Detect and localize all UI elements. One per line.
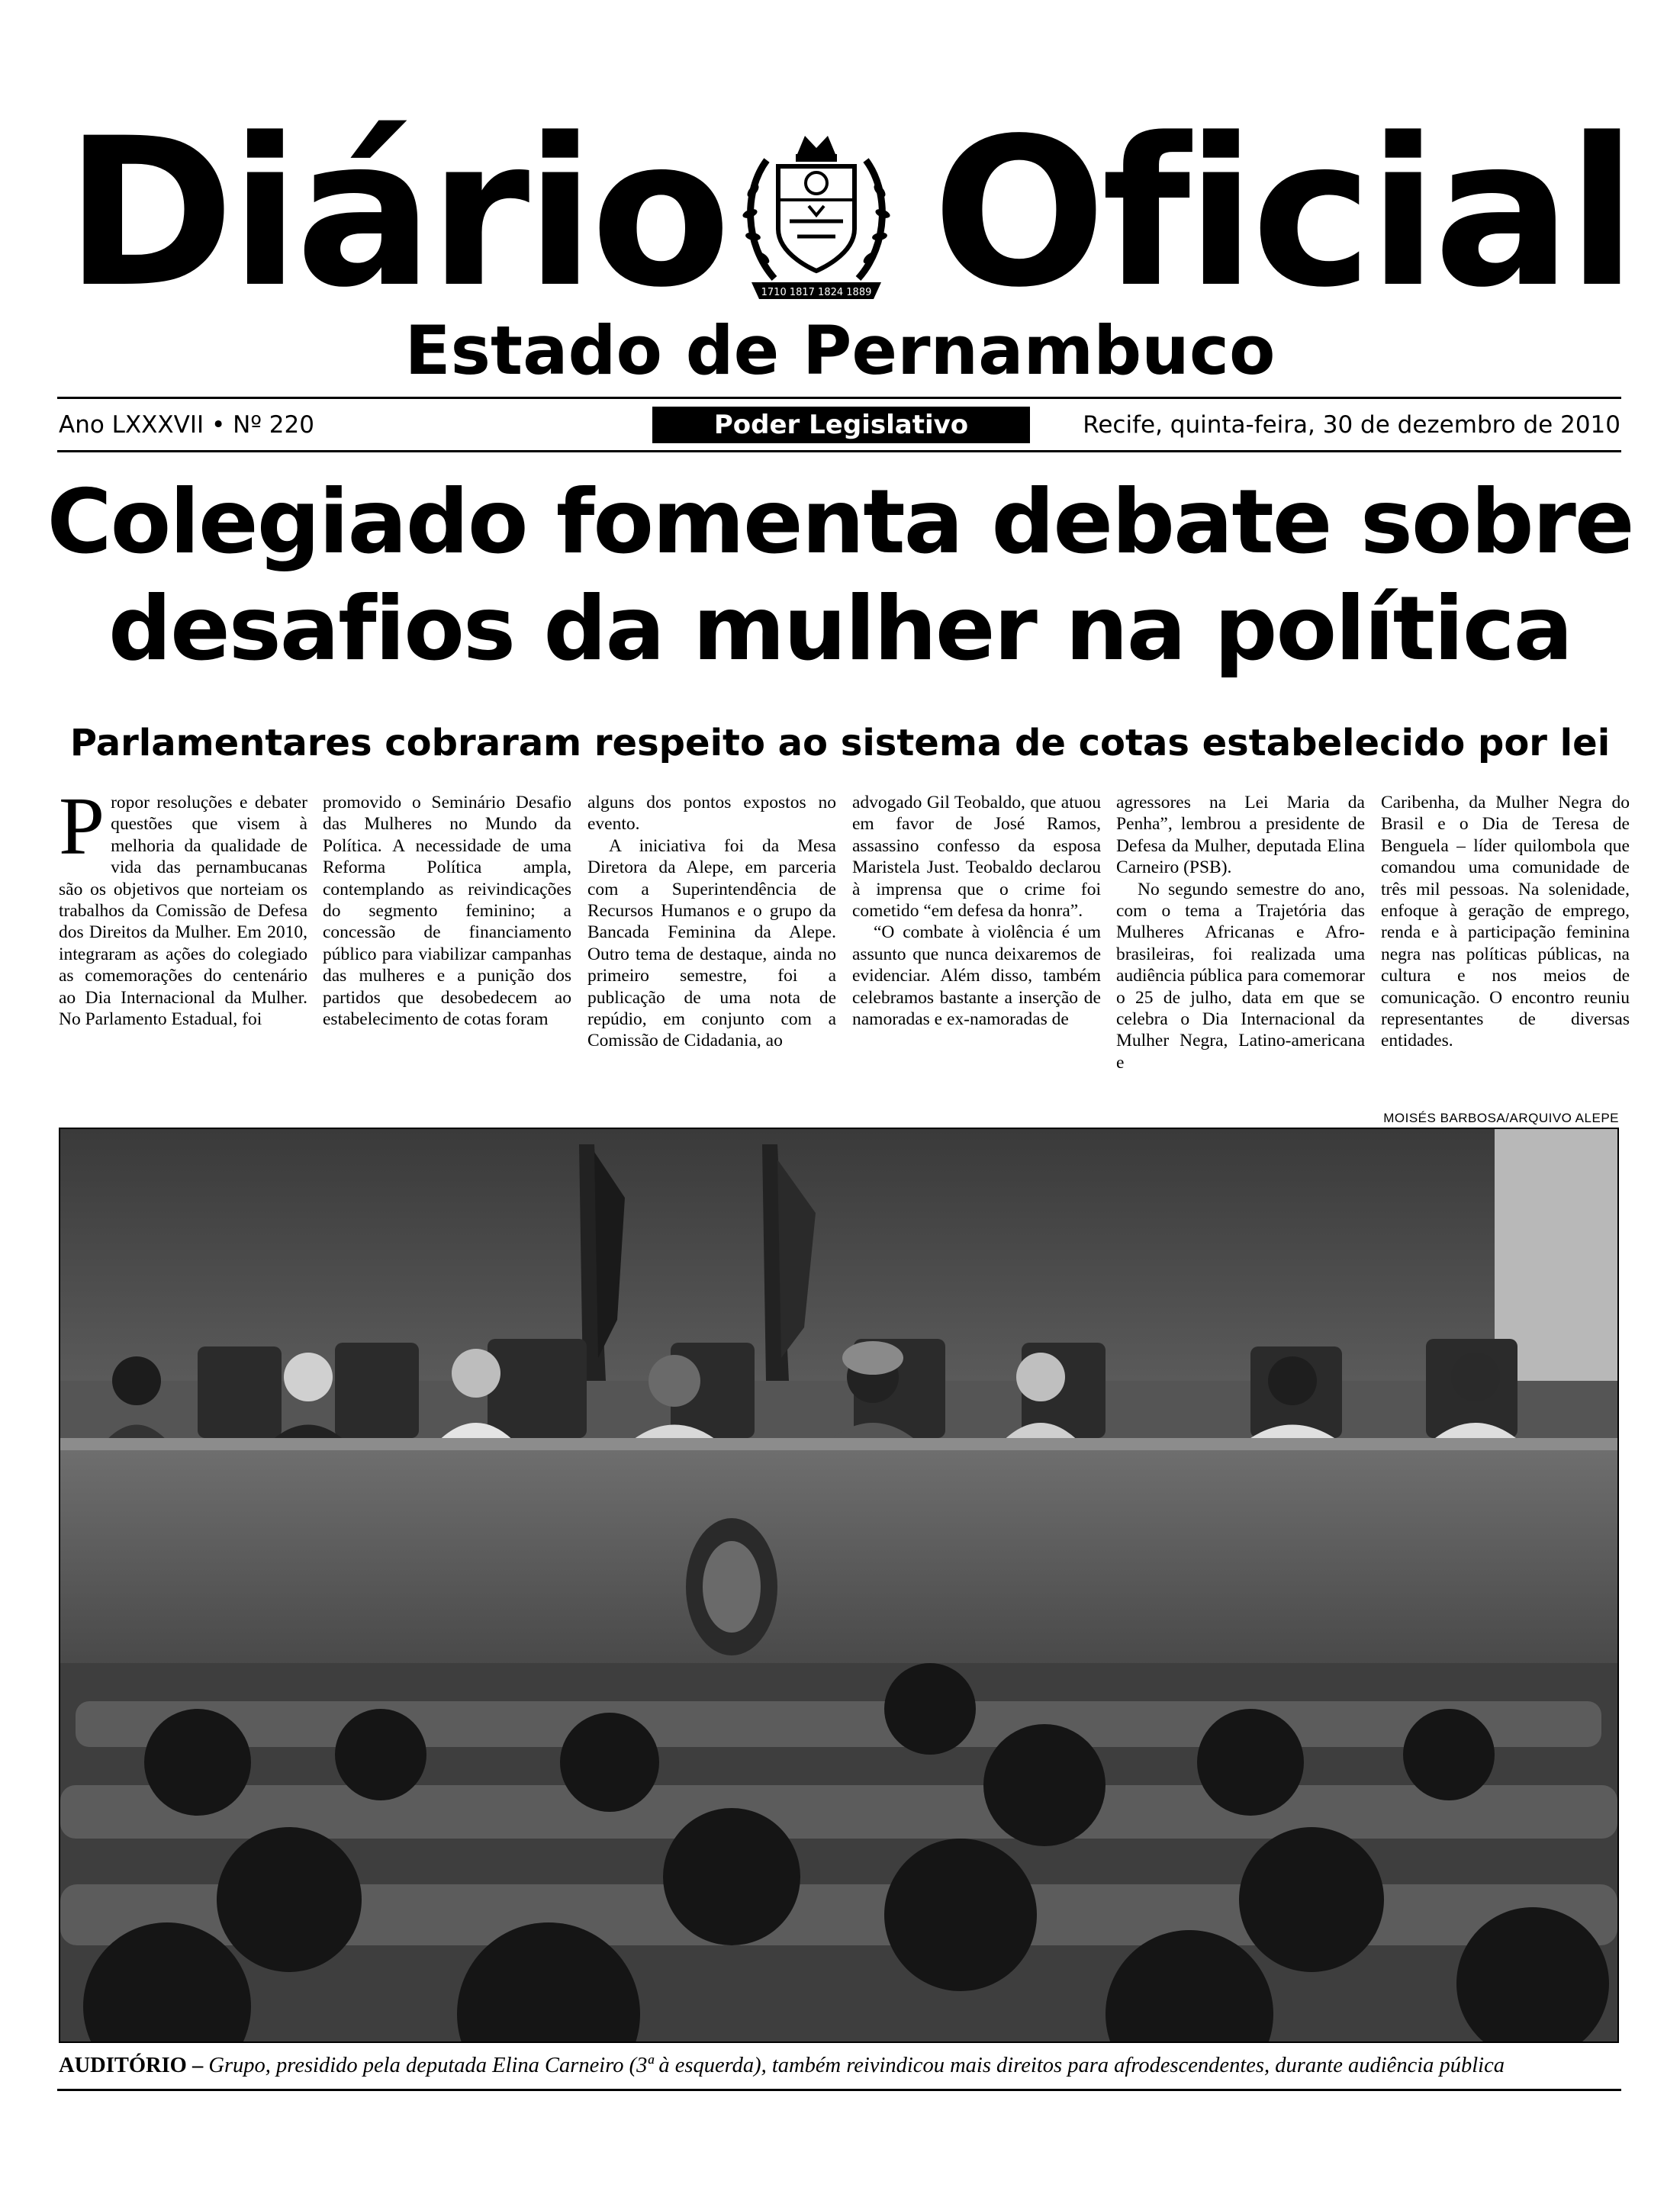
article-column-1 — [59, 792, 307, 1097]
headline-line-1: Colegiado fomenta debate sobre — [47, 471, 1633, 574]
pernambuco-coat-of-arms-icon — [736, 130, 896, 305]
issue-volume: Ano LXXXVII • Nº 220 — [59, 411, 314, 439]
photo-caption — [59, 2052, 1619, 2080]
seal-ribbon-text: 1710 1817 1824 1889 — [761, 287, 872, 298]
article-subheadline: Parlamentares cobraram respeito ao sistema de cotas estabelecido por lei — [69, 722, 1611, 764]
article-column-3 — [587, 792, 836, 1097]
caption-rule — [57, 2089, 1621, 2091]
section-banner: Poder Legislativo — [652, 407, 1030, 443]
column-5-paragraph-1: agressores na Lei Maria da Penha”, lembrou a presidente de Defesa da Mulher, deputada Elina Carneiro (PSB). — [1116, 793, 1365, 878]
article-column-2 — [323, 792, 571, 1097]
article-column-5 — [1116, 792, 1365, 1097]
masthead-state: Estado de Pernambuco — [404, 311, 1276, 390]
masthead-title-left: Diário — [65, 95, 727, 333]
column-4-paragraph-1: advogado Gil Teobaldo, que atuou em favor de José Ramos, assassino confesso da esposa Maristela Just. Teobaldo declarou à imprensa que o crime foi cometido “em defesa da honra”. — [852, 793, 1101, 922]
column-4-paragraph-2: “O combate à violência é um assunto que nunca deixaremos de evidenciar. Além disso, também celebramos bastante a inserção de namoradas e ex-namoradas de — [852, 922, 1101, 1030]
photo-credit: MOISÉS BARBOSA/ARQUIVO ALEPE — [1383, 1111, 1619, 1125]
masthead — [0, 0, 1680, 458]
issue-dateline: Recife, quinta-feira, 30 de dezembro de 2010 — [1083, 411, 1620, 439]
drop-cap: P — [59, 792, 105, 872]
article-column-6 — [1381, 792, 1630, 1097]
column-3-paragraph-2: A iniciativa foi da Mesa Diretora da Alepe, em parceria com a Superintendência de Recursos Humanos e o grupo da Bancada Feminina da Alepe. Outro tema de destaque, ainda no primeiro semestre, foi a publicação de uma nota de repúdio, em conjunto com a Comissão de Cidadania, ao — [587, 835, 836, 1051]
column-3-paragraph-1: alguns dos pontos expostos no evento. — [587, 793, 836, 835]
masthead-rule-top — [57, 397, 1621, 399]
auditorium-photo — [59, 1128, 1619, 2043]
article-column-4 — [852, 792, 1101, 1097]
caption-label: AUDITÓRIO – — [59, 2054, 204, 2077]
masthead-title-right: Oficial — [932, 95, 1633, 333]
caption-text: Grupo, presidido pela deputada Elina Carneiro (3ª à esquerda), também reivindicou mais direitos para afrodescendentes, durante audiência pública — [208, 2054, 1505, 2077]
column-2-paragraph: promovido o Seminário Desafio das Mulheres no Mundo da Política. A necessidade de uma Reforma Política ampla, contemplando as reivindicações do segmento feminino; a concessão de financiamento público para viabilizar campanhas das mulheres e a punição dos partidos que desobedecem ao estabelecimento de cotas foram — [323, 793, 571, 1030]
column-1-text: ropor resoluções e debater questões que visem à melhoria da qualidade de vida das pernambucanas são os objetivos que norteiam os trabalhos da Comissão de Defesa dos Direitos da Mulher. Em 2010, integraram as ações do colegiado as comemorações do centenário ao Dia Internacional da Mulher. No Parlamento Estadual, foi — [59, 793, 307, 1030]
column-5-paragraph-2: No segundo semestre do ano, com o tema a Trajetória das Mulheres Africanas e Afro-brasileiras, foi realizada uma audiência pública para comemorar o 25 de julho, data em que se celebra o Dia Internacional da Mulher Negra, Latino-americana e — [1116, 879, 1365, 1073]
masthead-rule-bottom — [57, 450, 1621, 452]
headline-line-2: desafios da mulher na política — [108, 578, 1572, 680]
column-6-paragraph: Caribenha, da Mulher Negra do Brasil e o Dia de Teresa de Benguela – líder quilombola que comandou uma comunidade de três mil pessoas. Na solenidade, enfoque à geração de emprego, renda e à participação feminina negra nas políticas públicas, na cultura e nos meios de comunicação. O encontro reuniu representantes de diversas entidades. — [1381, 793, 1630, 1051]
article-headline — [0, 469, 1680, 683]
column-1-paragraph — [59, 792, 307, 1030]
auditorium-photo-illustration — [60, 1129, 1617, 2041]
